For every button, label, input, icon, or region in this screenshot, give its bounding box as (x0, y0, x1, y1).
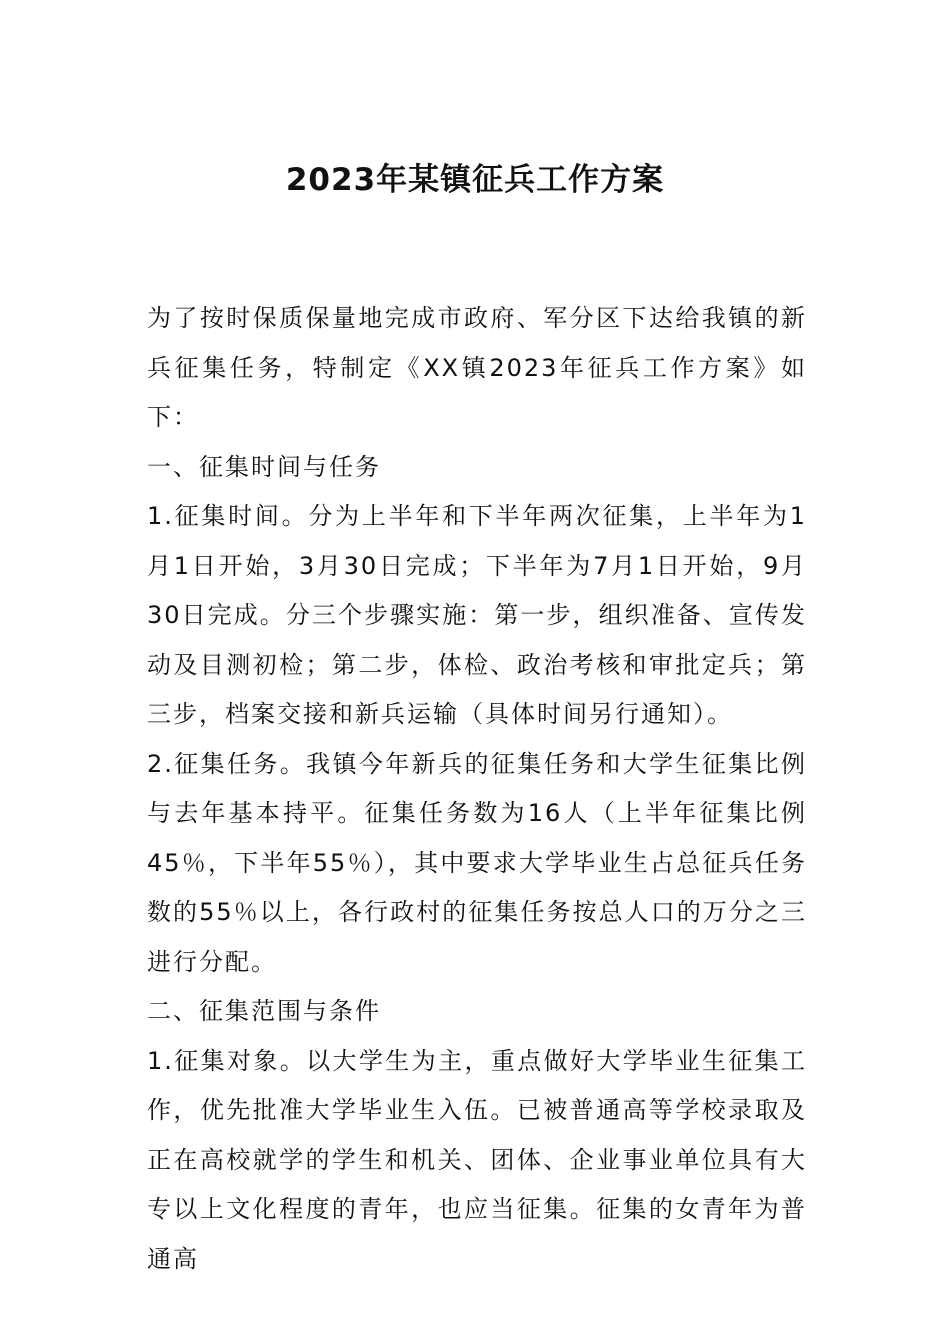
section-heading-scope-and-conditions: 二、征集范围与条件 (147, 997, 381, 1025)
paragraph-recruitment-time: 1.征集时间。分为上半年和下半年两次征集，上半年为1月1日开始，3月30日完成；下半年为7月1日开始，9月30日完成。分三个步骤实施：第一步，组织准备、宣传发动及目测初检；第二步，体检、政治考核和审批定兵；第三步，档案交接和新兵运输（具体时间另行通知）。 (147, 502, 807, 728)
paragraph-intro: 为了按时保质保量地完成市政府、军分区下达给我镇的新兵征集任务，特制定《XX镇2023年征兵工作方案》如下： (147, 304, 807, 431)
paragraph-recruitment-targets: 1.征集对象。以大学生为主，重点做好大学毕业生征集工作，优先批准大学毕业生入伍。已被普通高等学校录取及正在高校就学的学生和机关、团体、企业事业单位具有大专以上文化程度的青年，也应当征集。征集的女青年为普通高 (147, 1046, 807, 1273)
section-heading-time-and-task: 一、征集时间与任务 (147, 452, 381, 481)
paragraph-recruitment-task: 2.征集任务。我镇今年新兵的征集任务和大学生征集比例与去年基本持平。征集任务数为16人（上半年征集比例45％，下半年55％），其中要求大学毕业生占总征兵任务数的55％以上，各行政村的征集任务按总人口的万分之三进行分配。 (147, 749, 807, 976)
document-title: 2023年某镇征兵工作方案 (285, 162, 665, 198)
document-body (147, 294, 807, 1284)
